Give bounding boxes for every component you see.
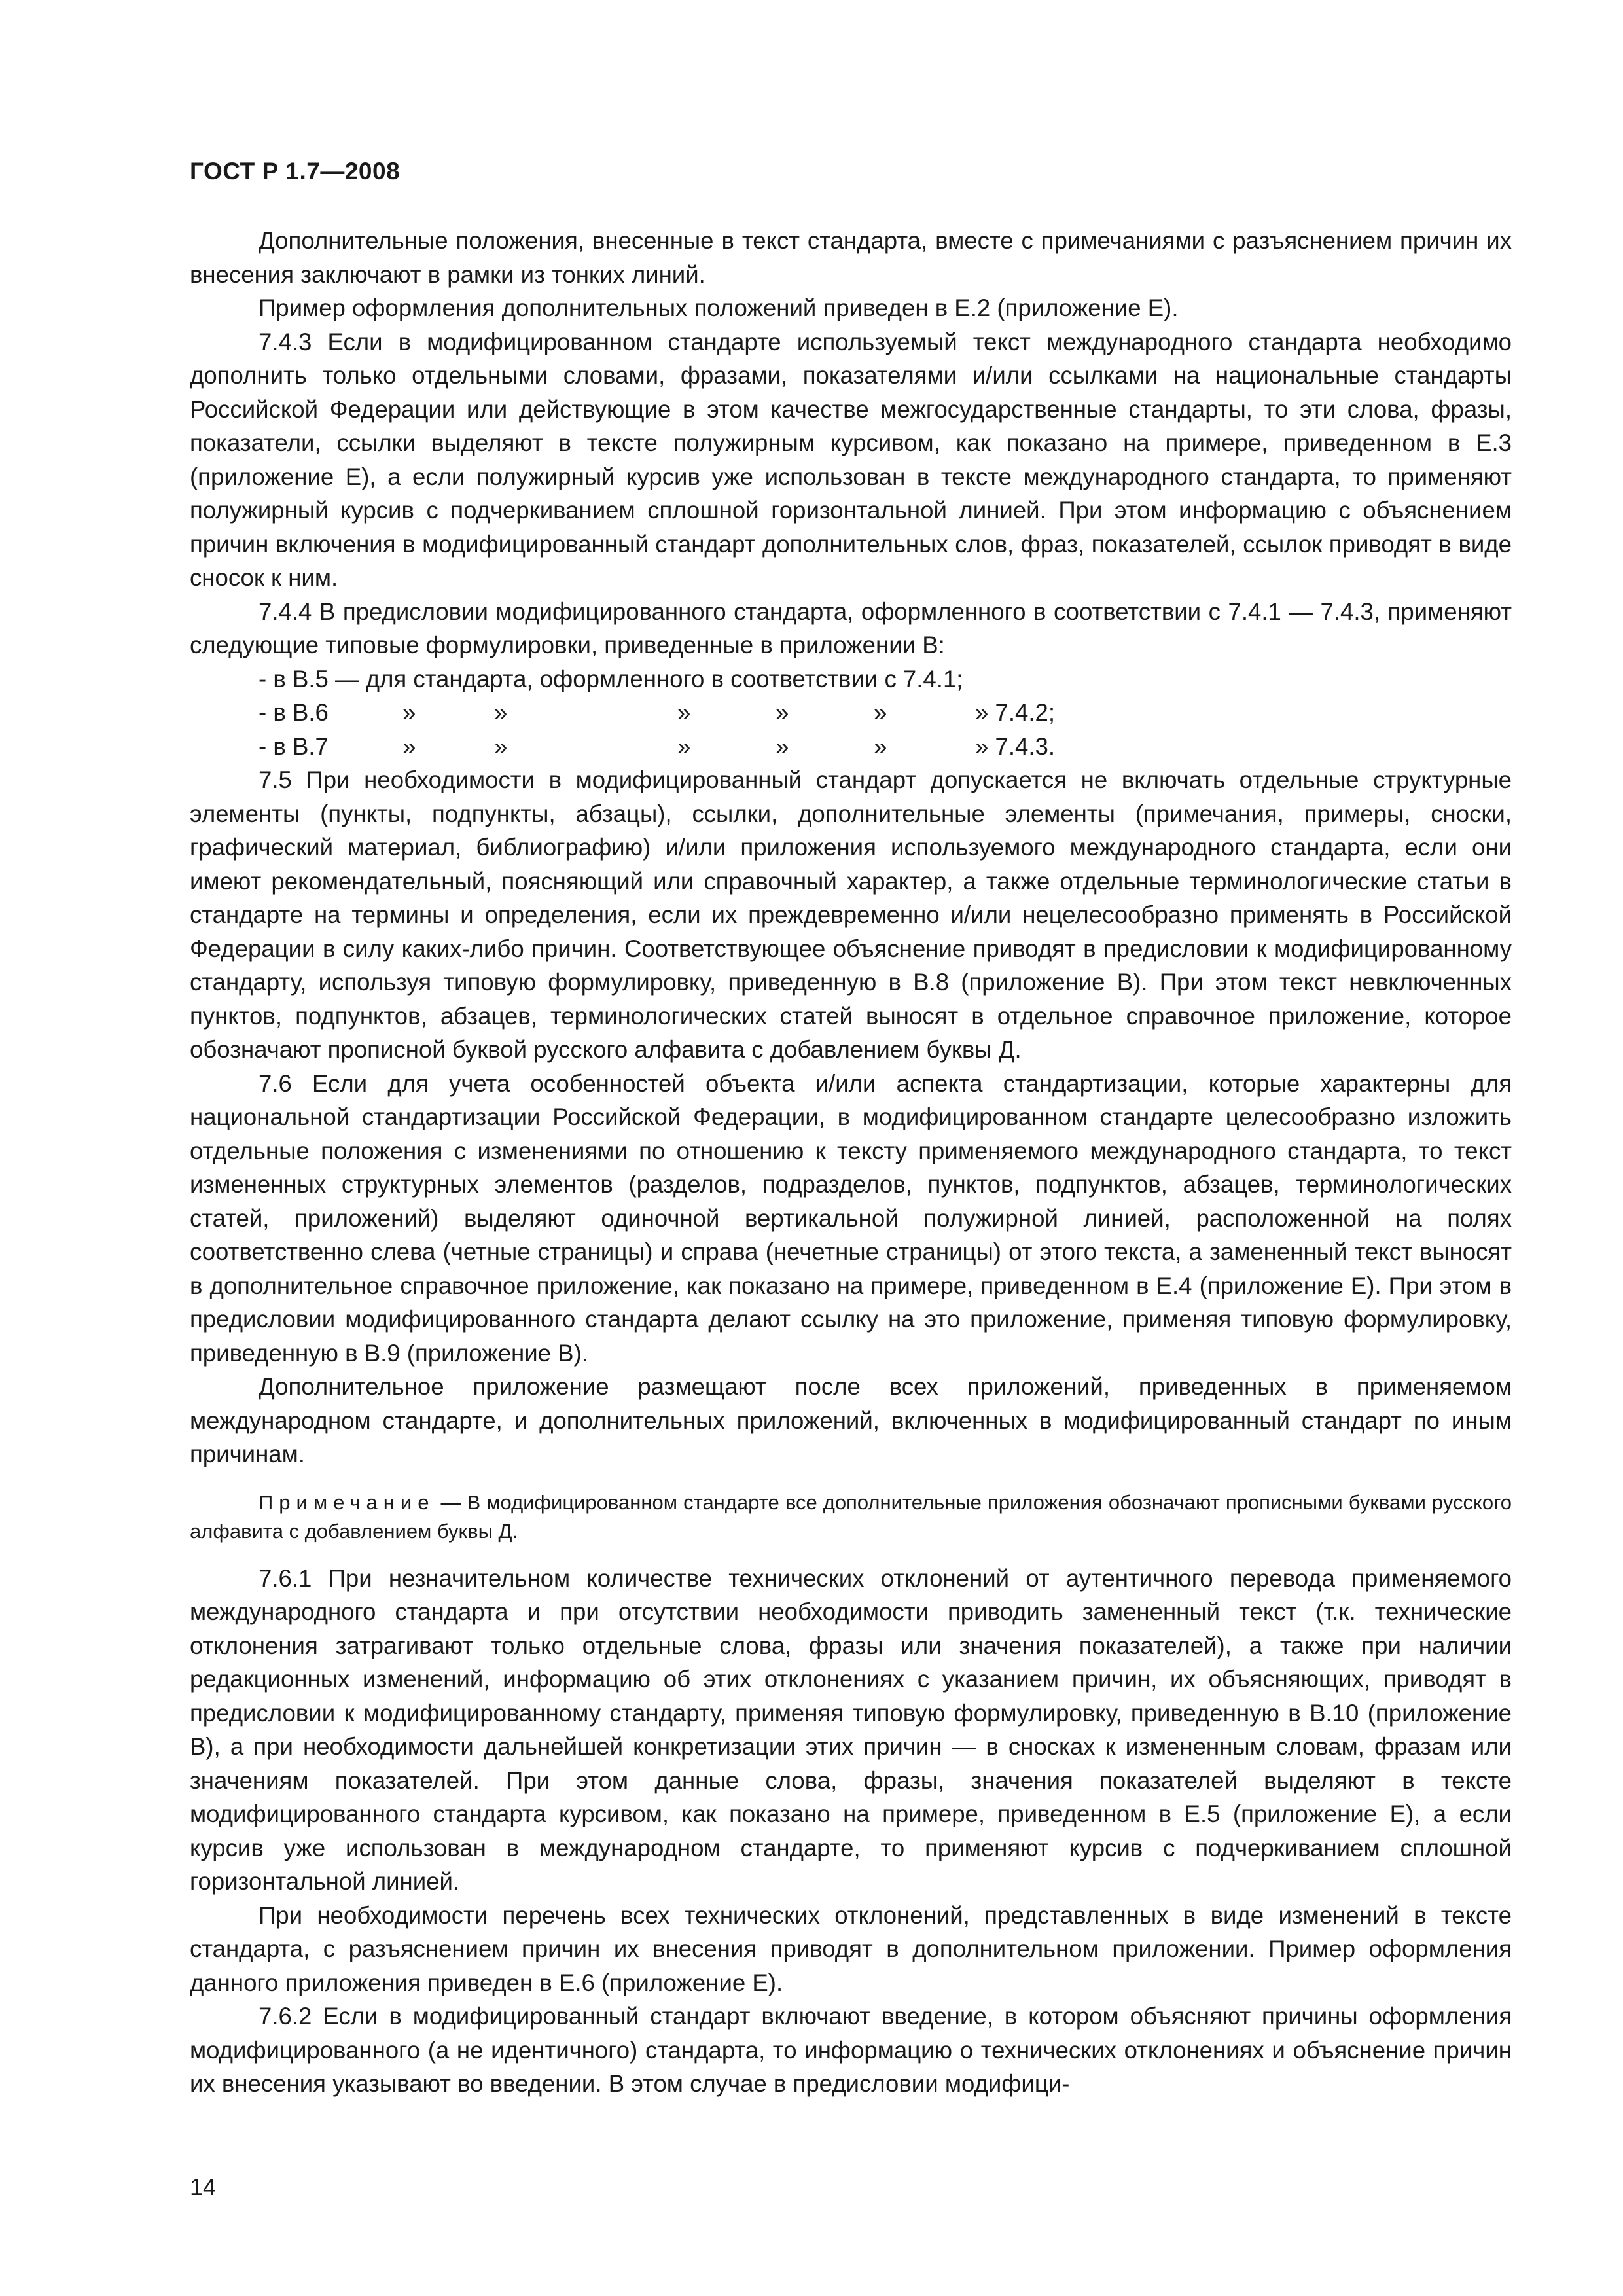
ditto-mark: » — [677, 732, 691, 760]
ditto-mark: » — [402, 732, 416, 760]
document-body — [190, 224, 1512, 2101]
formulation-list — [190, 662, 1512, 764]
list-item — [190, 730, 1512, 764]
note-text: — В модифицированном стандарте все дополнительные приложения обозначают прописными буквами русского алфавита с добавлением буквы Д. — [190, 1490, 1512, 1543]
ditto-mark: » — [776, 732, 789, 760]
document-header: ГОСТ Р 1.7—2008 — [190, 158, 401, 185]
page-number: 14 — [190, 2174, 217, 2200]
paragraph: Пример оформления дополнительных положений приведен в Е.2 (приложение Е). — [259, 295, 1179, 321]
ditto-mark: » — [874, 699, 887, 726]
ditto-mark: » — [494, 699, 508, 726]
paragraph-7-6: 7.6 Если для учета особенностей объекта и/или аспекта стандартизации, которые характерны для национальной стандартизации Российской Федерации, в модифицированном стандарте целесообразно изложить отдельные положения с изменениями по отношению к тексту применяемого международного стандарта, то текст измененных структурных элементов (разделов, подразделов, пунктов, подпунктов, абзацев, терминологических статей, приложений) выделяют одиночной вертикальной полужирной линией, расположенной на полях соответственно слева (четные страницы) и справа (нечетные страницы) от этого текста, а замененный текст выносят в дополнительное справочное приложение, как показано на примере, приведенном в Е.4 (приложение Е). При этом в предисловии модифицированного стандарта делают ссылку на это приложение, применяя типовую формулировку, приведенную в В.9 (приложение В). — [190, 1069, 1512, 1367]
list-item-end: » 7.4.2; — [975, 699, 1056, 726]
ditto-mark: » — [776, 699, 789, 726]
document-page — [190, 157, 1512, 2238]
note-label: Примечание — [259, 1490, 435, 1514]
paragraph-7-4-3: 7.4.3 Если в модифицированном стандарте используемый текст международного стандарта необходимо дополнить только отдельными словами, фразами, показателями и/или ссылками на национальные стандарты Российской Федерации или действующие в этом качестве межгосударственные стандарты, то эти слова, фразы, показатели, ссылки выделяют в тексте полужирным курсивом, как показано на примере, приведенном в Е.3 (приложение Е), а если полужирный курсив уже использован в тексте международного стандарта, то применяют полужирный курсив с подчеркиванием сплошной горизонтальной линией. При этом информацию с объяснением причин включения в модифицированный стандарт дополнительных слов, фраз, показателей, ссылок приводят в виде сносок к ним. — [190, 328, 1512, 591]
note — [190, 1488, 1512, 1546]
paragraph-7-6-1: 7.6.1 При незначительном количестве технических отклонений от аутентичного перевода применяемого международного стандарта и при отсутствии необходимости приводить замененный текст (т.к. технические отклонения затрагивают только отдельные слова, фразы или значения показателей), а также при наличии редакционных изменений, информацию об этих отклонениях с указанием причин, их объясняющих, приводят в предисловии к модифицированному стандарту, применяя типовую формулировку, приведенную в В.10 (приложение В), а при необходимости дальнейшей конкретизации этих причин — в сносках к измененным словам, фразам или значениям показателей. При этом данные слова, фразы, значения показателей выделяют в тексте модифицированного стандарта курсивом, как показано на примере, приведенном в Е.5 (приложение Е), а если курсив уже использован в международном стандарте, то применяют курсив с подчеркиванием сплошной горизонтальной линией. — [190, 1564, 1512, 1895]
ditto-mark: » — [494, 732, 508, 760]
ditto-mark: » — [874, 732, 887, 760]
list-item-ref: - в В.6 — [259, 699, 329, 726]
paragraph: Дополнительное приложение размещают после всех приложений, приведенных в применяемом международном стандарте, и дополнительных приложений, включенных в модифицированный стандарт по иным причинам. — [190, 1373, 1512, 1467]
paragraph-7-4-4: 7.4.4 В предисловии модифицированного стандарта, оформленного в соответствии с 7.4.1 — 7.4.3, применяют следующие типовые формулировки, приведенные в приложении В: — [190, 598, 1512, 658]
paragraph: При необходимости перечень всех технических отклонений, представленных в виде изменений в тексте стандарта, с разъяснением причин их внесения приводят в дополнительном приложении. Пример оформления данного приложения приведен в Е.6 (приложение Е). — [190, 1901, 1512, 1996]
list-item — [190, 696, 1512, 730]
list-item-ref: - в В.7 — [259, 732, 329, 760]
paragraph: Дополнительные положения, внесенные в текст стандарта, вместе с примечаниями с разъяснением причин их внесения заключают в рамки из тонких линий. — [190, 227, 1512, 288]
list-item: - в В.5 — для стандарта, оформленного в соответствии с 7.4.1; — [259, 665, 963, 692]
list-item-end: » 7.4.3. — [975, 732, 1056, 760]
ditto-mark: » — [402, 699, 416, 726]
paragraph-7-6-2: 7.6.2 Если в модифицированный стандарт включают введение, в котором объясняют причины оформления модифицированного (а не идентичного) стандарта, то информацию о технических отклонениях и объяснение причин их внесения указывают во введении. В этом случае в предисловии модифици- — [190, 2003, 1512, 2097]
paragraph-7-5: 7.5 При необходимости в модифицированный стандарт допускается не включать отдельные структурные элементы (пункты, подпункты, абзацы), ссылки, дополнительные элементы (примечания, примеры, сноски, графический материал, библиографию) и/или приложения используемого международного стандарта, если они имеют рекомендательный, поясняющий или справочный характер, а также отдельные терминологические статьи в стандарте на термины и определения, если их преждевременно и/или нецелесообразно применять в Российской Федерации в силу каких-либо причин. Соответствующее объяснение приводят в предисловии к модифицированному стандарту, используя типовую формулировку, приведенную в В.8 (приложение В). При этом текст невключенных пунктов, подпунктов, абзацев, терминологических статей выносят в отдельное справочное приложение, которое обозначают прописной буквой русского алфавита с добавлением буквы Д. — [190, 766, 1512, 1063]
ditto-mark: » — [677, 699, 691, 726]
